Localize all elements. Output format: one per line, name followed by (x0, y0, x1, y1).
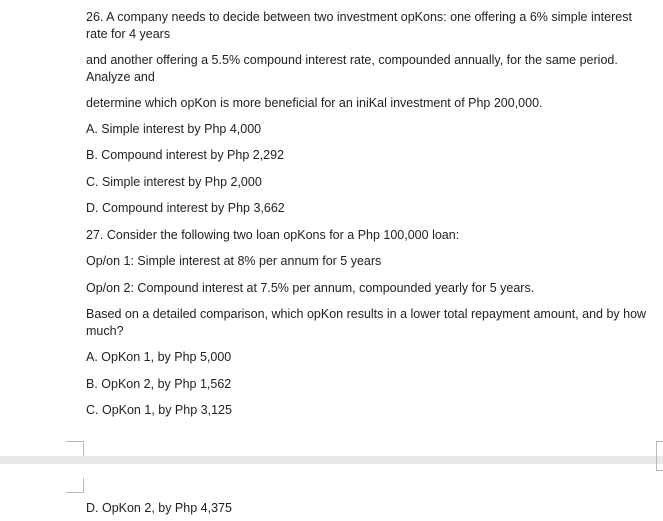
q27-prompt: Based on a detailed comparison, which opKon results in a lower total repayment amount, and by how much? (86, 307, 647, 338)
document-page-next (0, 464, 663, 521)
q26-line-2: and another offering a 5.5% compound interest rate, compounded annually, for the same period. Analyze and (86, 53, 618, 84)
crop-mark-top-right (656, 441, 663, 456)
q26-option-a: A. Simple interest by Php 4,000 (86, 122, 262, 136)
q27-option-2: Op/on 2: Compound interest at 7.5% per annum, compounded yearly for 5 years. (86, 281, 535, 295)
q27-choice-d: D. OpKon 2, by Php 4,375 (86, 501, 232, 515)
q26-option-d: D. Compound interest by Php 3,662 (86, 201, 285, 215)
q27-option-1: Op/on 1: Simple interest at 8% per annum for 5 years (86, 254, 382, 268)
q27-stem: 27. Consider the following two loan opKons for a Php 100,000 loan: (86, 228, 460, 242)
q26-option-c: C. Simple interest by Php 2,000 (86, 175, 262, 189)
q27-choice-b: B. OpKon 2, by Php 1,562 (86, 377, 232, 391)
q26-line-1: 26. A company needs to decide between two investment opKons: one offering a 6% simple interest rate for 4 years (86, 10, 632, 41)
q26-option-b: B. Compound interest by Php 2,292 (86, 148, 285, 162)
page-break (0, 456, 663, 464)
crop-mark-bottom-left (66, 478, 84, 493)
q26-line-3: determine which opKon is more beneficial for an iniKal investment of Php 200,000. (86, 96, 543, 110)
crop-mark-top-left (66, 441, 84, 456)
q27-choice-c: C. OpKon 1, by Php 3,125 (86, 403, 232, 417)
crop-mark-bottom-right (656, 456, 663, 471)
q27-choice-a: A. OpKon 1, by Php 5,000 (86, 350, 232, 364)
